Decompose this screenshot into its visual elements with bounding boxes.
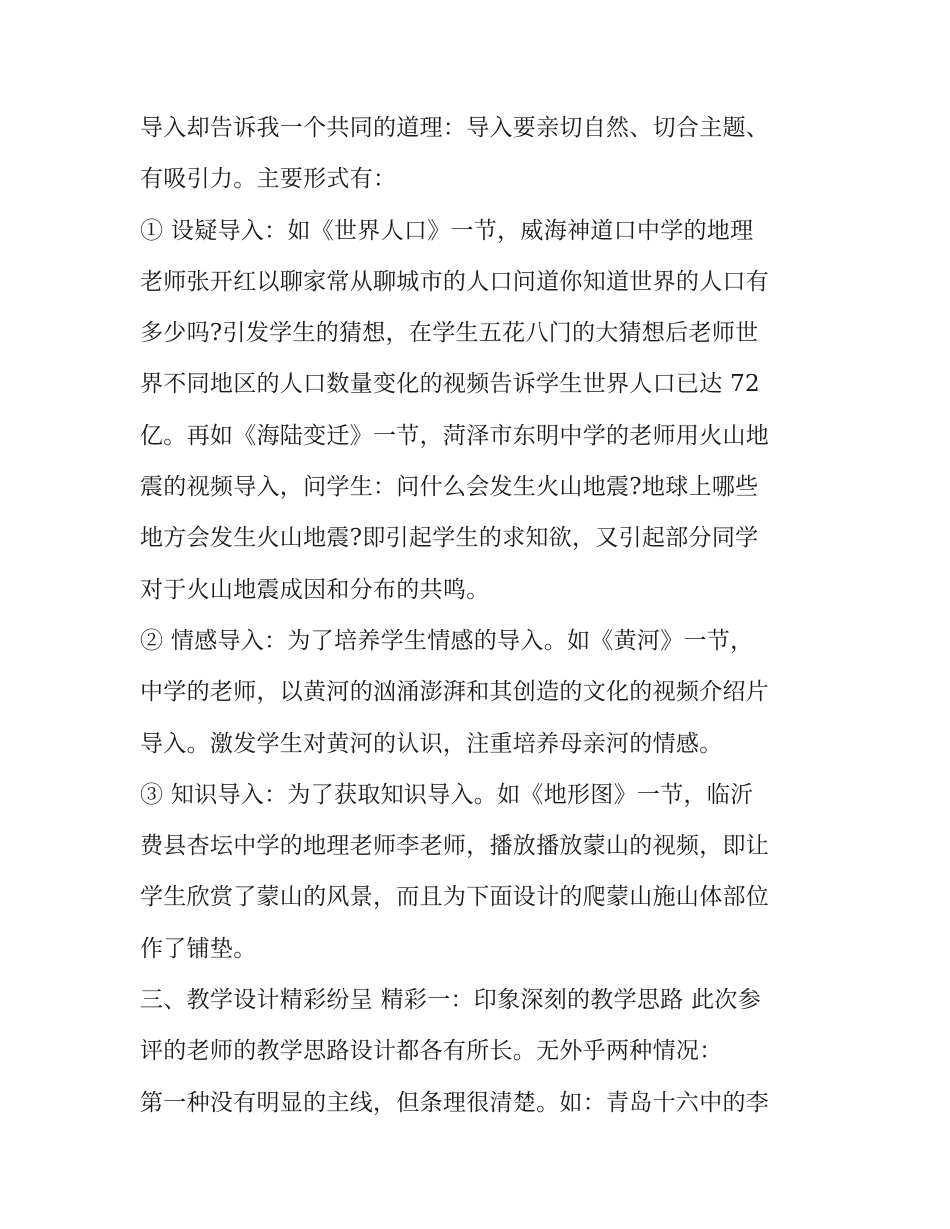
text-line-3: ① 设疑导入：如《世界人口》一节，威海神道口中学的地理 [140,217,754,244]
text-line-12: 中学的老师，以黄河的汹涌澎湃和其创造的文化的视频介绍片 [140,679,770,706]
text-line-13: 导入。激发学生对黄河的认识，注重培养母亲河的情感。 [140,730,723,757]
text-line-16: 学生欣赏了蒙山的风景，而且为下面设计的爬蒙山施山体部位 [140,884,770,911]
text-line-2: 有吸引力。主要形式有： [140,166,397,193]
text-line-4: 老师张开红以聊家常从聊城市的人口问道你知道世界的人口有 [140,268,770,295]
text-line-14: ③ 知识导入：为了获取知识导入。如《地形图》一节，临沂 [140,781,754,808]
text-line-7: 亿。再如《海陆变迁》一节，菏泽市东明中学的老师用火山地 [140,422,770,449]
text-line-8: 震的视频导入，问学生：问什么会发生火山地震?地球上哪些 [140,474,759,501]
text-line-18: 三、教学设计精彩纷呈 精彩一：印象深刻的教学思路 此次参 [140,987,762,1014]
text-line-10: 对于火山地震成因和分布的共鸣。 [140,576,490,603]
text-line-6: 界不同地区的人口数量变化的视频告诉学生世界人口已达 72 [140,371,760,398]
text-line-19: 评的老师的教学思路设计都各有所长。无外乎两种情况： [140,1038,723,1065]
text-line-17: 作了铺垫。 [140,935,257,962]
text-line-5: 多少吗?引发学生的猜想，在学生五花八门的大猜想后老师世 [140,320,759,347]
text-line-1: 导入却告诉我一个共同的道理：导入要亲切自然、切合主题、 [140,115,770,141]
text-line-15: 费县杏坛中学的地理老师李老师，播放播放蒙山的视频，即让 [140,833,770,860]
body-text [140,103,830,1129]
text-line-9: 地方会发生火山地震?即引起学生的求知欲，又引起部分同学 [140,525,759,552]
text-line-11: ② 情感导入：为了培养学生情感的导入。如《黄河》一节， [140,627,754,654]
text-line-20: 第一种没有明显的主线，但条理很清楚。如：青岛十六中的李 [140,1089,770,1116]
